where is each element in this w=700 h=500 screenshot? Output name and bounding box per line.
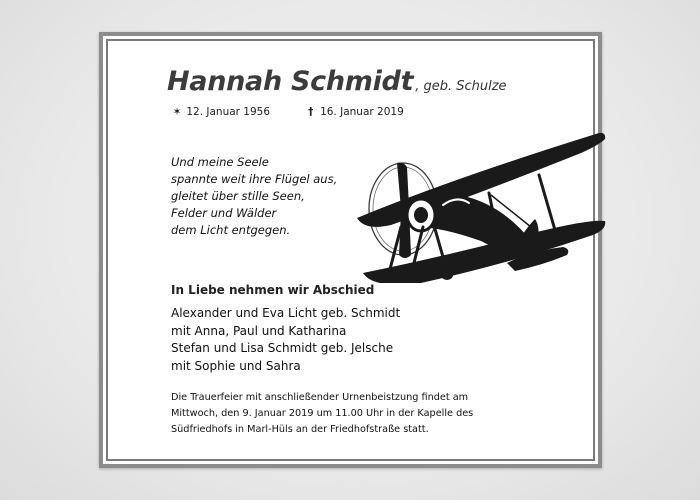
funeral-service-info <box>171 390 473 438</box>
poem-line: dem Licht entgegen. <box>171 223 291 237</box>
farewell-heading: In Liebe nehmen wir Abschied <box>171 283 375 297</box>
name-heading <box>167 66 507 97</box>
service-line: Mittwoch, den 9. Januar 2019 um 11.00 Uhr in der Kapelle des <box>171 408 474 419</box>
service-line: Die Trauerfeier mit anschließender Urnenbeistzung findet am <box>171 392 469 403</box>
poem-line: Felder und Wälder <box>171 206 277 220</box>
family-line: mit Anna, Paul und Katharina <box>171 323 347 338</box>
birth-star-icon: ✶ <box>172 106 182 118</box>
life-dates <box>171 106 404 118</box>
death-date: 16. Januar 2019 <box>320 106 404 118</box>
poem-line: Und meine Seele <box>171 155 269 169</box>
obituary-notice <box>99 32 602 468</box>
family-line: Stefan und Lisa Schmidt geb. Jelsche <box>171 341 394 355</box>
deceased-name: Hannah Schmidt <box>167 66 414 97</box>
poem-line: spannte weit ihre Flügel aus, <box>171 172 338 186</box>
biplane-icon <box>331 123 606 283</box>
death-cross-icon: † <box>308 106 314 118</box>
birth-date: 12. Januar 1956 <box>186 106 271 118</box>
family-list <box>171 305 400 375</box>
service-line: Südfriedhofs in Marl-Hüls an der Friedhofstraße statt. <box>171 424 429 435</box>
family-line: Alexander und Eva Licht geb. Schmidt <box>171 306 401 320</box>
family-line: mit Sophie und Sahra <box>171 358 301 373</box>
poem-line: gleitet über stille Seen, <box>171 189 305 203</box>
poem <box>171 154 337 239</box>
maiden-name: , geb. Schulze <box>415 79 507 94</box>
